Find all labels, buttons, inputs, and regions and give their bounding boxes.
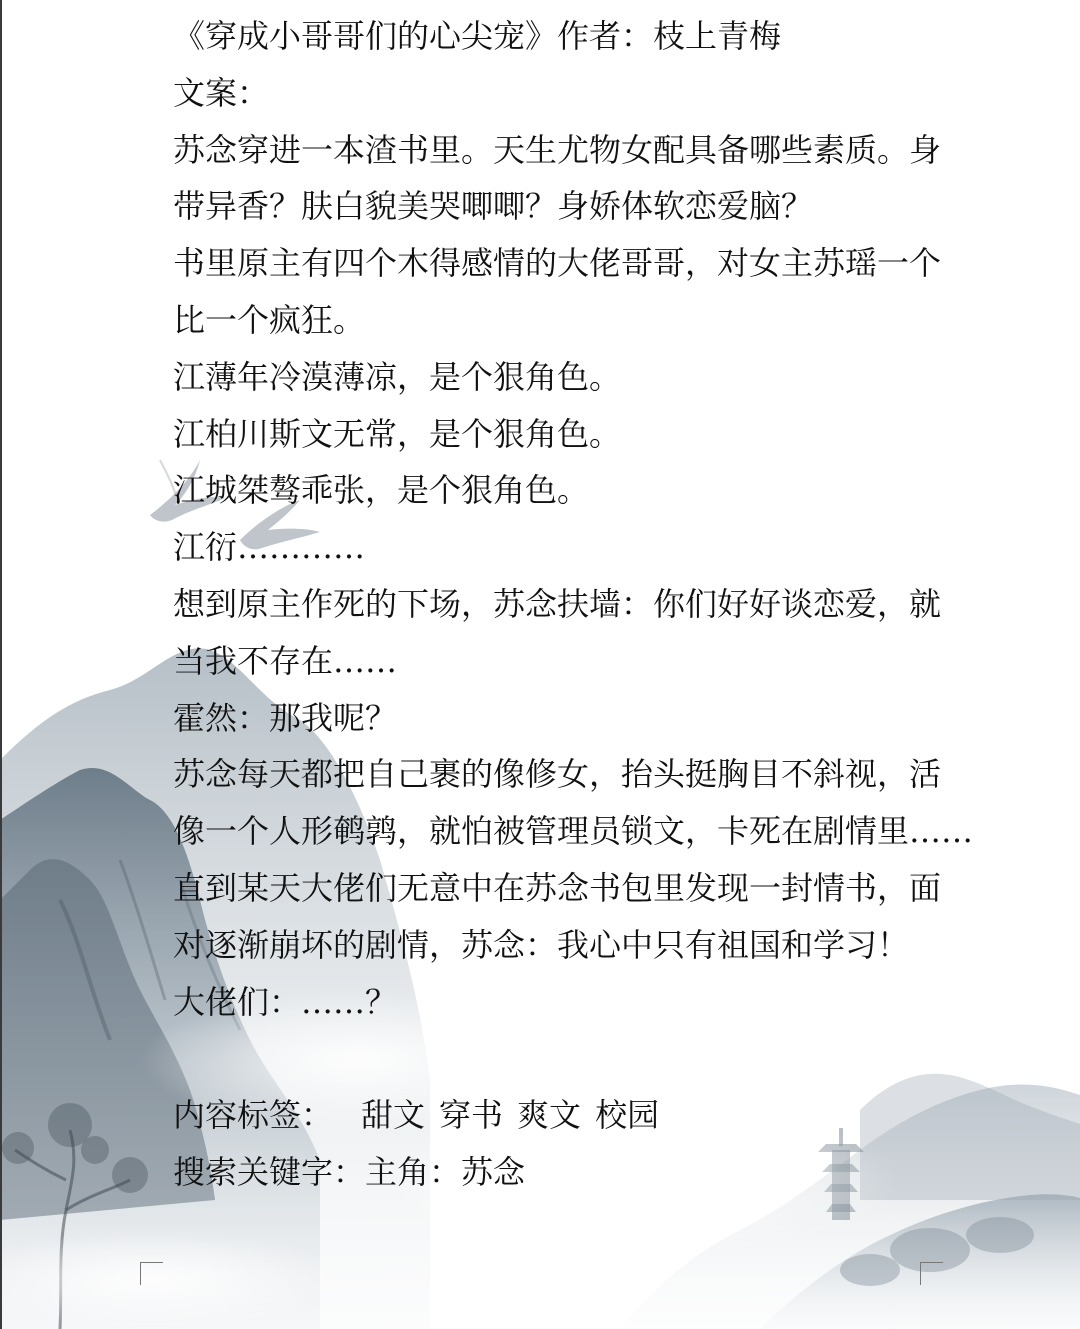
tag-item: 爽文 <box>517 1096 582 1135</box>
blurb-line: 对逐渐崩坏的剧情，苏念：我心中只有祖国和学习！ <box>173 925 910 964</box>
search-keywords-line: 搜索关键字：主角：苏念 <box>173 1152 526 1191</box>
tag-item: 甜文 <box>361 1096 426 1135</box>
tags-label: 内容标签： <box>173 1096 334 1135</box>
synopsis-text <box>173 8 993 1201</box>
tag-item: 穿书 <box>439 1096 504 1135</box>
spacer <box>173 1030 993 1087</box>
blurb-heading: 文案： <box>173 73 270 112</box>
blurb-line: 江薄年冷漠薄凉，是个狠角色。 <box>173 357 622 396</box>
blurb-line: 霍然：那我呢？ <box>173 698 398 737</box>
corner-mark-right <box>920 1262 943 1285</box>
blurb-line: 直到某天大佬们无意中在苏念书包里发现一封情书，面 <box>173 868 942 907</box>
blurb-line: 比一个疯狂。 <box>173 300 366 339</box>
blurb-line: 想到原主作死的下场，苏念扶墙：你们好好谈恋爱，就 <box>173 584 942 623</box>
blurb-line: 当我不存在…… <box>173 641 398 680</box>
blurb-line: 像一个人形鹌鹑，就怕被管理员锁文，卡死在剧情里…… <box>173 812 974 851</box>
blurb-line: 江柏川斯文无常，是个狠角色。 <box>173 414 622 453</box>
blurb-line: 大佬们：……？ <box>173 982 398 1021</box>
blurb-line: 江城桀骜乖张，是个狠角色。 <box>173 471 590 510</box>
blurb-line: 江衍………… <box>173 528 366 567</box>
tag-item: 校园 <box>595 1096 660 1135</box>
blurb-line: 带异香？肤白貌美哭唧唧？身娇体软恋爱脑？ <box>173 187 814 226</box>
corner-mark-left <box>140 1262 163 1285</box>
blurb-line: 苏念每天都把自己裹的像修女，抬头挺胸目不斜视，活 <box>173 755 942 794</box>
blurb-line: 书里原主有四个木得感情的大佬哥哥，对女主苏瑶一个 <box>173 244 942 283</box>
book-title-line: 《穿成小哥哥们的心尖宠》作者：枝上青梅 <box>173 17 782 55</box>
content-tags-line <box>173 1087 993 1144</box>
blurb-line: 苏念穿进一本渣书里。天生尤物女配具备哪些素质。身 <box>173 130 942 169</box>
frame-border <box>0 0 2 1329</box>
